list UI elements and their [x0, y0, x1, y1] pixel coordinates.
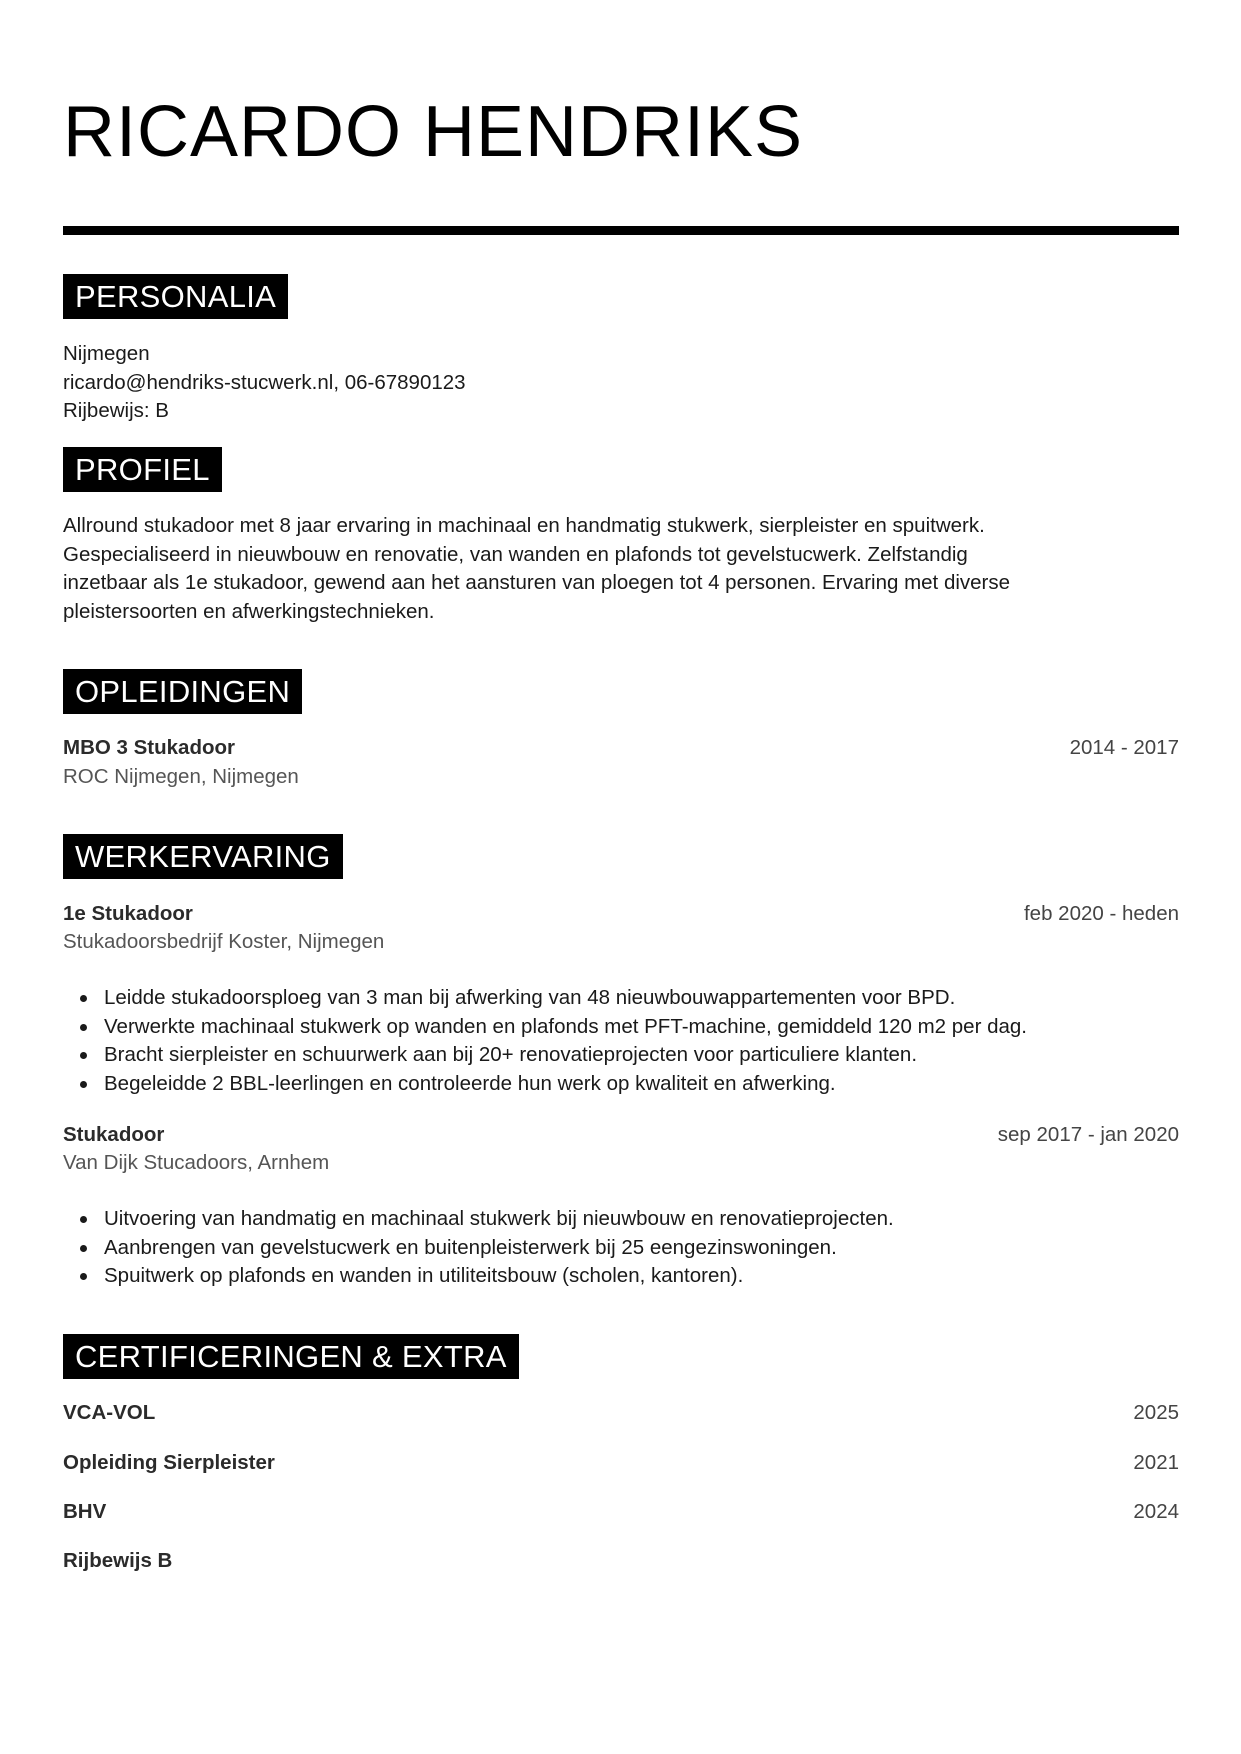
list-item: Spuitwerk op plafonds en wanden in utiliteitsbouw (scholen, kantoren). — [63, 1262, 1179, 1291]
bullet-icon — [80, 1052, 87, 1059]
personalia-license: Rijbewijs: B — [63, 399, 169, 422]
candidate-name: RICARDO HENDRIKS — [63, 92, 804, 172]
certificate-year: 2024 — [1133, 1500, 1179, 1523]
job-employer: Stukadoorsbedrijf Koster, Nijmegen — [63, 930, 385, 953]
profile-line: Allround stukadoor met 8 jaar ervaring in machinaal en handmatig stukwerk, sierpleister en spuitwerk. — [63, 514, 985, 537]
section-heading-personalia: PERSONALIA — [63, 274, 288, 319]
bullet-icon — [80, 995, 87, 1002]
section-heading-werkervaring: WERKERVARING — [63, 834, 343, 879]
job-title: 1e Stukadoor — [63, 902, 193, 925]
section-heading-certificeringen: CERTIFICERINGEN & EXTRA — [63, 1334, 519, 1379]
bullet-icon — [80, 1024, 87, 1031]
education-date: 2014 - 2017 — [1069, 736, 1179, 759]
profile-line: pleistersoorten en afwerkingstechnieken. — [63, 599, 435, 623]
certificate-title: Rijbewijs B — [63, 1549, 173, 1572]
job-achievements — [63, 984, 1179, 1098]
profile-summary — [63, 512, 1179, 626]
job-date: feb 2020 - heden — [1023, 902, 1179, 925]
personalia-contact: ricardo@hendriks-stucwerk.nl, 06-67890123 — [63, 370, 466, 394]
profile-line: Gespecialiseerd in nieuwbouw en renovatie, van wanden en plafonds tot gevelstucwerk. Zelfstandig — [63, 542, 968, 566]
certificate-title: Opleiding Sierpleister — [63, 1451, 275, 1474]
job-title: Stukadoor — [63, 1123, 165, 1146]
list-item: Aanbrengen van gevelstucwerk en buitenpleisterwerk bij 25 eengezinswoningen. — [63, 1234, 1179, 1263]
job-achievements — [63, 1205, 1179, 1291]
list-item: Leidde stukadoorsploeg van 3 man bij afwerking van 48 nieuwbouwappartementen voor BPD. — [63, 984, 1179, 1013]
personalia-details — [63, 340, 1179, 426]
job-employer: Van Dijk Stucadoors, Arnhem — [63, 1151, 330, 1174]
bullet-icon — [80, 1216, 87, 1223]
bullet-icon — [80, 1245, 87, 1252]
bullet-icon — [80, 1081, 87, 1088]
education-school: ROC Nijmegen, Nijmegen — [63, 765, 299, 788]
list-item: Bracht sierpleister en schuurwerk aan bij 20+ renovatieprojecten voor particuliere klanten. — [63, 1041, 1179, 1070]
profile-line: inzetbaar als 1e stukadoor, gewend aan het aansturen van ploegen tot 4 personen. Ervaring met diverse — [63, 571, 1011, 594]
list-item: Uitvoering van handmatig en machinaal stukwerk bij nieuwbouw en renovatieprojecten. — [63, 1205, 1179, 1234]
list-item: Verwerkte machinaal stukwerk op wanden en plafonds met PFT-machine, gemiddeld 120 m2 per dag. — [63, 1013, 1179, 1042]
personalia-city: Nijmegen — [63, 342, 150, 365]
header-divider — [63, 226, 1179, 235]
section-heading-opleidingen: OPLEIDINGEN — [63, 669, 302, 714]
education-title: MBO 3 Stukadoor — [63, 736, 235, 759]
certificate-year: 2021 — [1133, 1451, 1179, 1474]
list-item: Begeleidde 2 BBL-leerlingen en controleerde hun werk op kwaliteit en afwerking. — [63, 1070, 1179, 1099]
certificate-title: BHV — [63, 1500, 107, 1523]
bullet-icon — [80, 1273, 87, 1280]
section-heading-profiel: PROFIEL — [63, 447, 222, 492]
certificate-year: 2025 — [1133, 1401, 1179, 1424]
job-date: sep 2017 - jan 2020 — [997, 1123, 1179, 1146]
certificate-title: VCA-VOL — [63, 1401, 156, 1424]
